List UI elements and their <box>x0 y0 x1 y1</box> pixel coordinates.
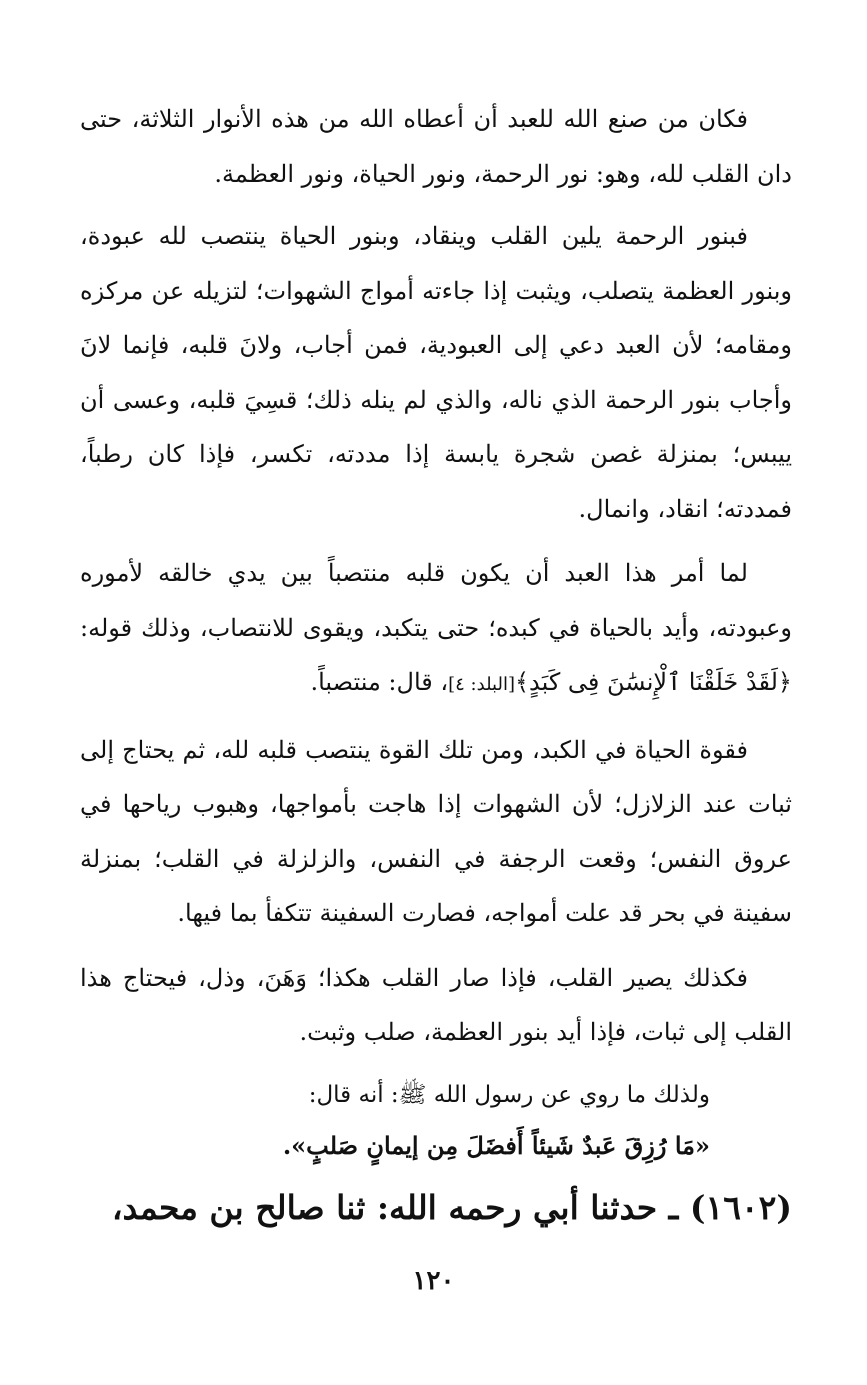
page-number: ١٢٠ <box>412 1266 455 1296</box>
paragraph-2: فبنور الرحمة يلين القلب وينقاد، وبنور الحياة ينتصب لله عبودة، وبنور العظمة يتصلب، ويثبت إذا جاءته أمواج الشهوات؛ لتزيله عن مركزه ومقامه؛ لأن العبد دعي إلى العبودية، فمن أجاب، ولانَ قلبه، فإنما لانَ وأجاب بنور الرحمة الذي ناله، والذي لم ينله ذلك؛ قسِيَ قلبه، وعسى أن ييبس؛ بمنزلة غصن شجرة يابسة إذا مددته، تكسر، فإذا كان رطباً، فمددته؛ انقاد، وانمال. <box>80 222 792 523</box>
paragraph-1: فكان من صنع الله للعبد أن أعطاه الله من هذه الأنوار الثلاثة، حتى دان القلب لله، وهو: نور الرحمة، ونور الحياة، ونور العظمة. <box>80 105 792 188</box>
hadith-intro: ولذلك ما روي عن رسول الله ﷺ: أنه قال: <box>308 1081 710 1108</box>
paragraph-3 <box>80 546 792 713</box>
quran-verse: ﴿لَقَدْ خَلَقْنَا ٱلْإِنسَٰنَ فِى كَبَدٍ﴾ <box>514 668 792 696</box>
paragraph-4: فقوة الحياة في الكبد، ومن تلك القوة ينتصب قلبه لله، ثم يحتاج إلى ثبات عند الزلازل؛ لأن الشهوات إذا هاجت بأمواجها، وهبوب رياحها في عروق النفس؛ وقعت الرجفة في النفس، والزلزلة في القلب؛ بمنزلة سفينة في بحر قد علت أمواجه، فصارت السفينة تتكفأ بما فيها. <box>80 735 793 927</box>
paragraph-5: فكذلك يصير القلب، فإذا صار القلب هكذا؛ وَهَنَ، وذل، فيحتاج هذا القلب إلى ثبات، فإذا أيد بنور العظمة، صلب وثبت. <box>80 963 792 1046</box>
verse-reference: [البلد: ٤] <box>448 674 515 695</box>
isnad-heading: (١٦٠٢) ـ حدثنا أبي رحمه الله: ثنا صالح بن محمد، <box>111 1187 792 1227</box>
paragraph-3-text: لما أمر هذا العبد أن يكون قلبه منتصباً بين يدي خالقه لأموره وعبودته، وأيد بالحياة في كبده؛ حتى يتكبد، ويقوى للانتصاب، وذلك قوله: <box>80 559 792 642</box>
paragraph-3-tail: ، قال: منتصباً. <box>310 668 449 696</box>
hadith-text: «مَا رُزِقَ عَبدٌ شَيئاً أَفضَلَ مِن إيمانٍ صَلبٍ». <box>282 1130 710 1160</box>
body-text <box>80 92 792 1240</box>
